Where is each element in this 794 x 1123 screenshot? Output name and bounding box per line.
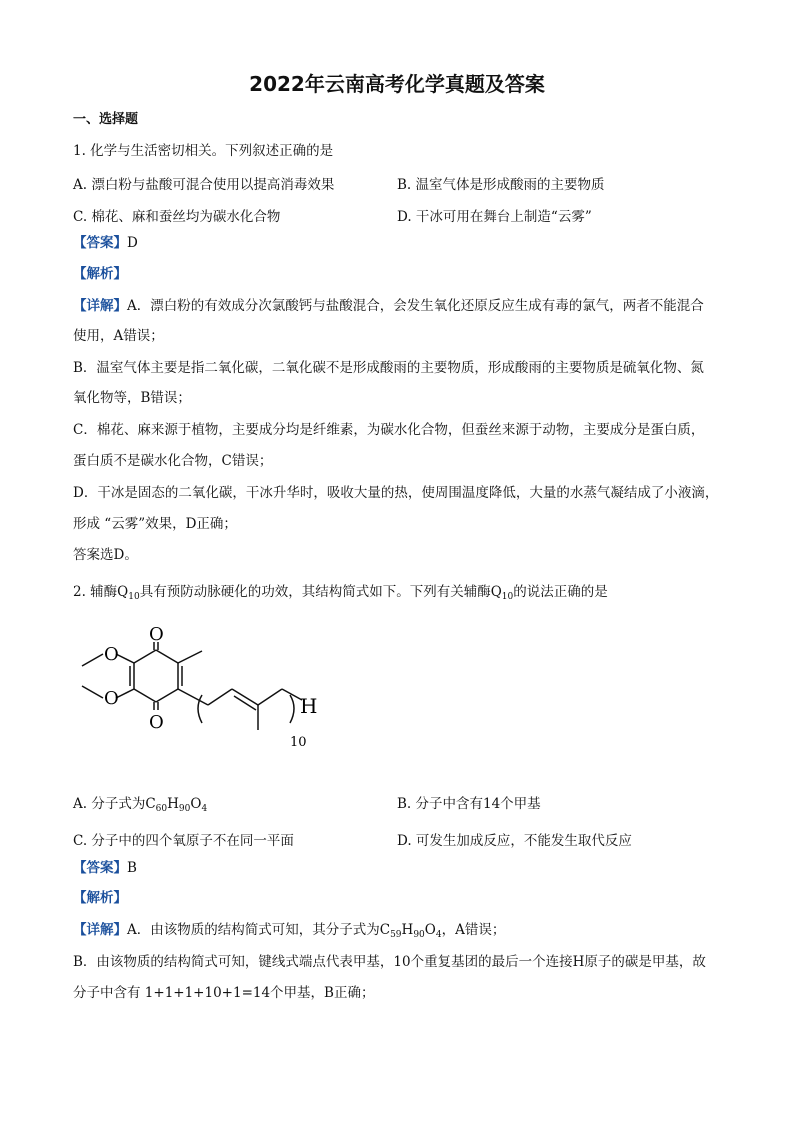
q1-option-d: D. 干冰可用在舞台上制造“云雾”	[397, 209, 592, 225]
q1-answer	[73, 233, 138, 253]
detail-text: A．漂白粉的有效成分次氯酸钙与盐酸混合，会发生氧化还原反应生成有毒的氯气，两者不能混合	[127, 298, 704, 314]
oxygen-methoxy-2: O	[104, 688, 119, 709]
q1-stem: 1. 化学与生活密切相关。下列叙述正确的是	[73, 143, 334, 159]
detail-label: 【详解】	[73, 298, 127, 314]
q1-analysis-label: 【解析】	[73, 266, 127, 282]
q1-option-a: A. 漂白粉与盐酸可混合使用以提高消毒效果	[73, 177, 335, 193]
answer-value: B	[127, 860, 137, 876]
q2-stem: 2. 辅酶$Q_{10}$具有预防动脉硬化的功效，其结构简式如下。下列有关辅酶$Q_{10}$的说法正确的是	[73, 584, 608, 602]
q2-option-d: D. 可发生加成反应，不能发生取代反应	[397, 833, 632, 849]
q2-detail-b-cont: 分子中含有 1+1+1+10+1=14个甲基，B正确；	[73, 985, 375, 1001]
q1-detail-d-cont: 形成 “云雾”效果，D正确；	[73, 516, 237, 532]
q1-detail-b: B．温室气体主要是指二氧化碳，二氧化碳不是形成酸雨的主要物质，形成酸雨的主要物质是硫氧化物、氮	[73, 360, 704, 376]
q2-answer	[73, 858, 137, 878]
q2-analysis-label: 【解析】	[73, 890, 127, 906]
answer-label: 【答案】	[73, 235, 127, 251]
oxygen-methoxy-1: O	[104, 644, 119, 665]
coenzyme-q10-structure	[70, 620, 330, 750]
q1-detail-a	[73, 296, 704, 316]
hydrogen-label: H	[300, 694, 318, 718]
q1-detail-c-cont: 蛋白质不是碳水化合物，C错误；	[73, 453, 273, 469]
q1-detail-c: C．棉花、麻来源于植物，主要成分均是纤维素，为碳水化合物，但蚕丝来源于动物，主要成分是蛋白质，	[73, 422, 705, 438]
q2-option-b: B. 分子中含有14个甲基	[397, 796, 541, 812]
oxygen-top-label: O	[149, 624, 164, 645]
q1-detail-b-cont: 氧化物等，B错误；	[73, 390, 191, 406]
q2-option-c: C. 分子中的四个氧原子不在同一平面	[73, 833, 294, 849]
repeat-count-label: 10	[290, 735, 307, 750]
q1-detail-d: D．干冰是固态的二氧化碳，干冰升华时，吸收大量的热，使周围温度降低，大量的水蒸气凝结成了小液滴，	[73, 485, 719, 501]
q1-option-c: C. 棉花、麻和蚕丝均为碳水化合物	[73, 209, 281, 225]
q1-option-b: B. 温室气体是形成酸雨的主要物质	[397, 177, 605, 193]
answer-label: 【答案】	[73, 860, 127, 876]
q1-detail-a-cont: 使用，A错误；	[73, 328, 164, 344]
section-heading: 一、选择题	[73, 112, 139, 127]
answer-value: D	[127, 235, 138, 251]
q1-conclusion: 答案选D。	[73, 547, 138, 563]
page-title: 2022年云南高考化学真题及答案	[249, 72, 545, 96]
oxygen-bottom-label: O	[149, 712, 164, 733]
q2-option-a: A. 分子式为$C_{60}H_{90}O_4$	[73, 796, 208, 814]
q2-detail-b: B．由该物质的结构简式可知，键线式端点代表甲基，10个重复基团的最后一个连接H原子的碳是甲基，故	[73, 954, 706, 970]
q2-detail-a: 【详解】A．由该物质的结构简式可知，其分子式为$C_{59}H_{90}O_4$，A错误；	[73, 922, 506, 940]
detail-label: 【详解】	[73, 922, 127, 938]
